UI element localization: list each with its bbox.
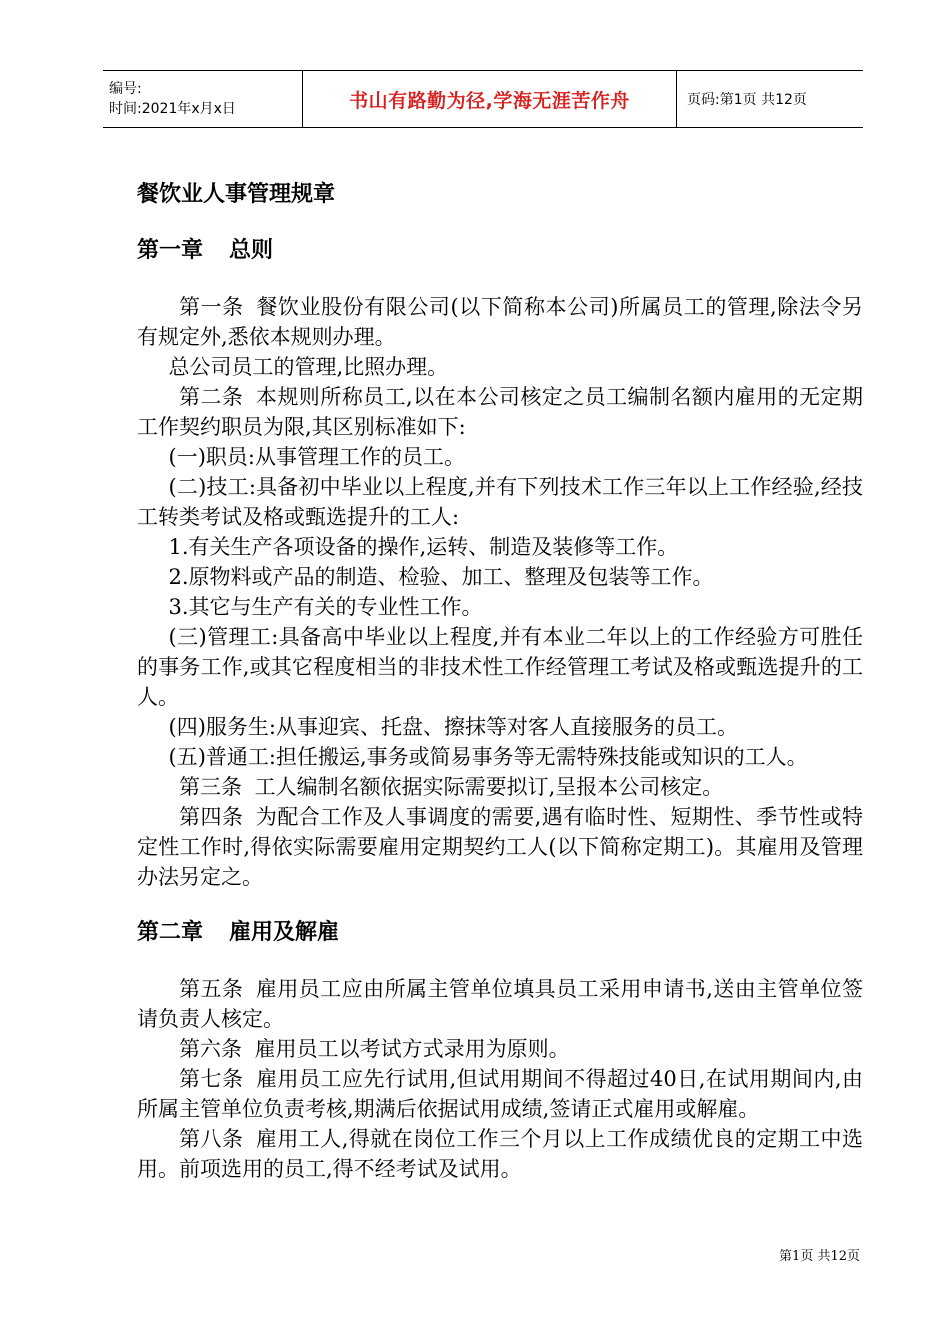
list-item: (五)普通工:担任搬运,事务或简易事务等无需特殊技能或知识的工人。 <box>168 745 808 769</box>
article-text: 雇用员工以考试方式录用为原则。 <box>254 1037 570 1061</box>
list-item: (二)技工:具备初中毕业以上程度,并有下列技术工作三年以上工作经验,经技工转类考试及格或甄选提升的工人: <box>137 475 863 529</box>
article-text: 工人编制名额依据实际需要拟订,呈报本公司核定。 <box>254 775 724 799</box>
header-meta <box>103 71 303 127</box>
header-page-info: 页码:第1页 共12页 <box>687 92 807 108</box>
chapter-name: 雇用及解雇 <box>229 920 340 945</box>
chapter-heading-1 <box>137 234 863 268</box>
article-text: 雇用员工应先行试用,但试用期间不得超过40日,在试用期间内,由所属主管单位负责考核,期满后依据试用成绩,签请正式雇用或解雇。 <box>137 1067 863 1121</box>
article-number: 第一条 <box>179 295 244 319</box>
chapter-number: 第二章 <box>137 920 204 945</box>
chapter-number: 第一章 <box>137 238 204 263</box>
article-paragraph <box>137 772 863 802</box>
article-number: 第五条 <box>179 977 244 1001</box>
article-paragraph <box>137 802 863 892</box>
sub-list-item: 2.原物料或产品的制造、检验、加工、整理及包装等工作。 <box>168 565 714 589</box>
document-title: 餐饮业人事管理规章 <box>137 182 336 207</box>
article-text: 为配合工作及人事调度的需要,遇有临时性、短期性、季节性或特定性工作时,得依实际需要雇用定期契约工人(以下简称定期工)。其雇用及管理办法另定之。 <box>137 805 863 889</box>
article-text: 本规则所称员工,以在本公司核定之员工编制名额内雇用的无定期工作契约职员为限,其区别标准如下: <box>137 385 863 439</box>
article-text: 餐饮业股份有限公司(以下简称本公司)所属员工的管理,除法令另有规定外,悉依本规则办理。 <box>137 295 864 349</box>
article-paragraph <box>137 382 863 442</box>
list-item: (三)管理工:具备高中毕业以上程度,并有本业二年以上的工作经验方可胜任的事务工作,或其它程度相当的非技术性工作经管理工考试及格或甄选提升的工人。 <box>137 625 863 709</box>
article-text: 雇用员工应由所属主管单位填具员工采用申请书,送由主管单位签请负责人核定。 <box>137 977 863 1031</box>
chapter-heading-2 <box>137 916 863 950</box>
article-paragraph <box>137 1064 863 1124</box>
article-number: 第八条 <box>179 1127 244 1151</box>
document-body <box>137 178 863 1184</box>
time-label: 时间:2021年x月x日 <box>109 101 236 117</box>
sub-list-item: 3.其它与生产有关的专业性工作。 <box>168 595 483 619</box>
chapter-name: 总则 <box>229 238 274 263</box>
serial-label: 编号: <box>109 81 142 97</box>
header-motto: 书山有路勤为径,学海无涯苦作舟 <box>303 71 677 127</box>
article-number: 第二条 <box>179 385 244 409</box>
list-item: (一)职员:从事管理工作的员工。 <box>168 445 465 469</box>
article-paragraph <box>137 1124 863 1184</box>
article-number: 第四条 <box>179 805 244 829</box>
paragraph: 总公司员工的管理,比照办理。 <box>168 355 449 379</box>
article-number: 第三条 <box>179 775 242 799</box>
sub-list-item: 1.有关生产各项设备的操作,运转、制造及装修等工作。 <box>168 535 679 559</box>
article-paragraph <box>137 292 863 352</box>
article-number: 第七条 <box>179 1067 244 1091</box>
page-footer: 第1页 共12页 <box>779 1249 860 1264</box>
article-text: 雇用工人,得就在岗位工作三个月以上工作成绩优良的定期工中选用。前项选用的员工,得不经考试及试用。 <box>137 1127 863 1181</box>
article-number: 第六条 <box>179 1037 242 1061</box>
article-paragraph <box>137 974 863 1034</box>
list-item: (四)服务生:从事迎宾、托盘、擦抹等对客人直接服务的员工。 <box>168 715 738 739</box>
page-header <box>103 70 863 128</box>
article-paragraph <box>137 1034 863 1064</box>
